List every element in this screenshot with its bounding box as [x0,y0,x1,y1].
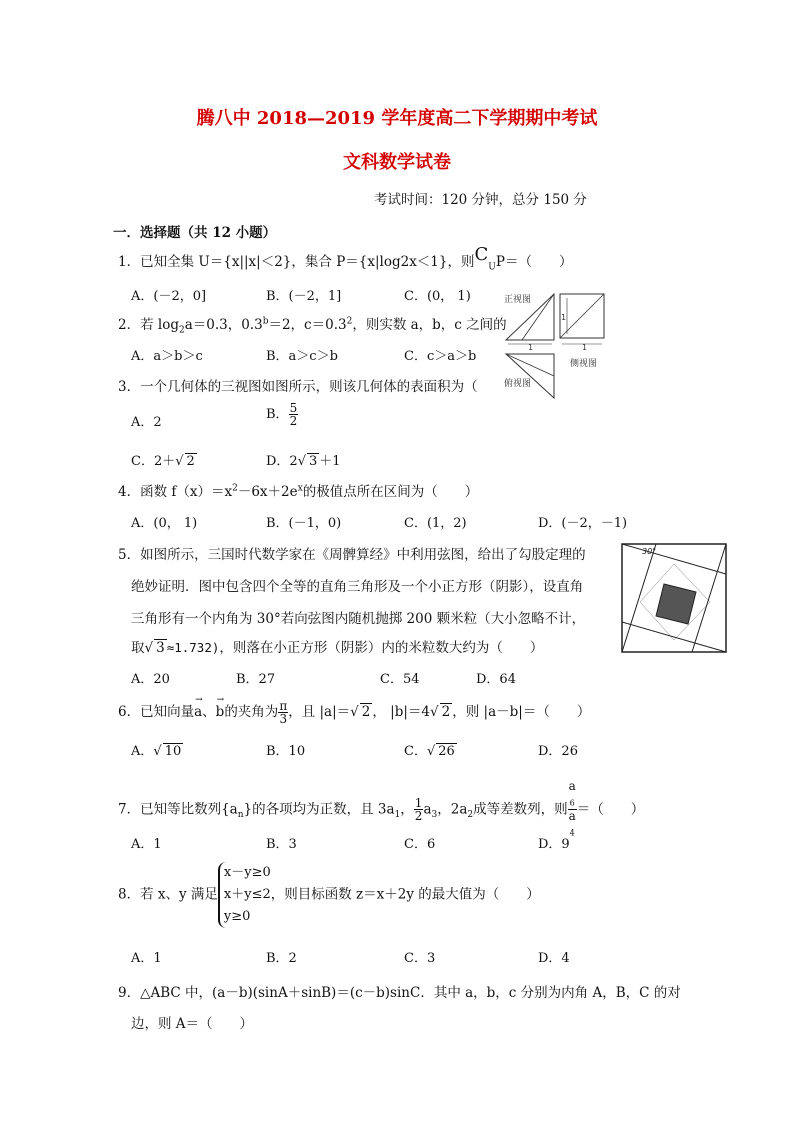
q4-option-a: A．(0， 1) [131,516,198,531]
three-view-figure [498,284,624,402]
q6-a-pre: A． [131,744,154,759]
q2-mid1: a＝0.3，0.3 [184,317,263,333]
q5-line-4: 取√ 3 ≈1.732)，则落在小正方形（阴影）内的米粒数大约为（ ） [131,640,544,656]
q4-mid: －6x＋2e [237,484,298,500]
q4-option-b: B．(－1，0) [266,516,342,531]
q8-option-a: A．1 [131,951,162,966]
q7-sub1: 1 [394,810,401,821]
side-height-label: 1 [561,313,567,322]
q3-option-c: C．2＋√ 2 [131,454,195,469]
top-view-label: 俯视图 [504,379,532,389]
q3-c-rad: 2 [186,454,195,469]
q7-sub2: 2 [467,810,474,821]
complement-subscript: U [488,262,496,273]
constraint-3: y≥0 [223,909,251,924]
q4-option-c: C．(1，2) [404,516,467,531]
q2-text-end: ，则实数 a，b，c 之间的 [352,317,507,333]
q7-option-a: A．1 [131,837,162,852]
q6-option-a: A．√ 10 [131,744,182,759]
q6-option-c: C．√ 26 [404,744,455,759]
constraint-1: x－y≥0 [223,865,271,880]
q3-d-pre: D．2 [266,454,298,469]
q6-option-d: D．26 [538,744,578,759]
q2-option-a: A．a＞b＞c [131,349,203,364]
q3-d-post: ＋1 [319,454,341,469]
front-view-label: 正视图 [504,295,532,305]
question-2 [118,313,507,336]
q3-b-den: 2 [289,414,298,428]
exam-info: 考试时间：120 分钟，总分 150 分 [374,192,587,208]
q5-option-b: B．27 [236,672,276,687]
angle-label: 30° [642,547,657,556]
side-dim-label: 1 [582,343,588,352]
question-6: 6．已知向量 → a、 → b的夹角为 $\frac{\pi}{3}$ ，且 |a|＝√ 2 ， |b|＝4√ 2 ，则 |a－b|＝（ ） [118,695,591,726]
q5-line-3: 三角形有一个内角为 30°若向弦图内随机抛掷 200 颗米粒（大小忽略不计， [131,611,586,627]
question-8 [118,862,540,928]
q3-option-b [266,402,298,427]
q5-option-d: D．64 [476,672,516,687]
q4-text-end: 的极值点所在区间为（ ） [302,484,479,500]
q7-ratio-den: a [568,809,576,824]
q6-frac-num: π [279,699,288,713]
q7-half-den: 2 [414,809,423,824]
q6-mid4: ， | [372,704,395,720]
q8-text: 8．若 x、y 满足 [118,886,218,903]
q1-text: 1．已知全集 U＝{x||x|＜2}，集合 P＝{x|log2x＜1}，则 [118,254,475,270]
q6-mid3: |＝ [332,704,351,720]
q7-ratio-num: a [568,779,576,793]
complement-symbol: C [474,244,489,265]
q5-option-a: A．20 [131,672,170,687]
q3-d-rad: 3 [309,454,318,469]
q7-text-end: ＝（ ） [576,801,645,818]
q7-sub3: 3 [431,810,438,821]
q8-option-c: C．3 [404,951,436,966]
q6-text-end: |＝（ ） [518,704,591,720]
section-heading: 一．选择题（共 12 小题） [113,225,277,241]
question-1 [118,244,573,273]
q5-l4-mid: ≈1.732) [166,640,220,655]
question-7 [118,780,644,840]
q7-option-b: B．3 [266,837,297,852]
q1-option-b: B．(－2，1] [266,289,342,304]
q7-half-num: 1 [414,796,423,811]
q5-l4-post: ，则落在小正方形（阴影）内的米粒数大约为（ ） [219,640,544,656]
q7-ratio-fraction [568,780,577,840]
side-view-label: 侧视图 [570,359,598,369]
q5-line-1: 5．如图所示，三国时代数学家在《周髀算经》中利用弦图，给出了勾股定理的 [118,547,586,563]
q2-text: 2．若 log [118,317,179,333]
q3-c-pre: C．2＋ [131,454,176,469]
constraint-2: x＋y≤2 [223,887,271,902]
q7-option-d: D．9 [538,837,570,852]
q6-mid2: ，且 | [288,704,325,720]
q2-sup1: b [262,316,269,327]
q7-ratio-num-sub: 6 [569,798,575,808]
q4-sup1: 2 [232,483,238,494]
q7-a3: a [423,801,432,818]
q7-mid4: 成等差数列，则 [473,801,568,818]
q7-mid2: ， [400,801,414,818]
q9-line-1: 9．△ABC 中，(a－b)(sinA＋sinB)＝(c－b)sinC．其中 a，b，c 分别为内角 A，B，C 的对 [118,985,681,1001]
q5-l4-pre: 取 [131,640,145,656]
q6-c-rad: 26 [438,744,455,759]
question-4 [118,480,478,500]
q2-option-c: C．c＞a＞b [404,349,477,364]
constraint-system [218,862,271,928]
front-dim-label: 1 [528,343,534,352]
vector-a-diff: a [488,704,497,720]
q3-b-label: B． [266,407,289,422]
q3-option-a: A．2 [131,415,162,430]
q9-line-2: 边，则 A＝（ ） [131,1016,254,1032]
q5-option-c: C．54 [380,672,420,687]
q8-option-d: D．4 [538,951,570,966]
q6-minus: － [496,704,510,720]
q2-option-b: B．a＞c＞b [266,349,338,364]
vector-a: a [194,704,203,720]
exam-subtitle: 文科数学试卷 [343,152,451,173]
q4-sup2: x [297,483,303,494]
q5-l4-rad: 3 [156,640,165,656]
q6-a-rad: 10 [164,744,182,759]
q1-text-end: P＝（ ） [495,254,573,270]
q7-ratio-den-sub: 4 [569,828,575,838]
q2-mid2: ＝2，c＝0.3 [268,317,347,333]
q2-sup2: 2 [346,316,353,327]
q3-option-d: D．2√ 3 ＋1 [266,454,341,469]
vector-b-diff: b [509,704,519,720]
q1-option-c: C．(0， 1) [404,289,471,304]
exam-title: 腾八中 2018—2019 学年度高二下学期期中考试 [196,108,598,129]
q2-sub: 2 [178,325,185,336]
q5-line-2: 绝妙证明．图中包含四个全等的直角三角形及一个小正方形（阴影），设直角 [131,579,584,595]
q7-half-fraction [414,797,424,822]
q3-b-fraction [289,402,299,427]
q8-option-b: B．2 [266,951,297,966]
q7-mid3: ，2a [437,801,468,818]
vector-b-norm: b [394,704,404,720]
q8-text-end: ，则目标函数 z＝x＋2y 的最大值为（ ） [270,886,540,903]
q7-text: 7．已知等比数列{a [118,801,238,818]
q6-rad-a: 2 [361,704,371,720]
q6-option-b: B．10 [266,744,306,759]
q6-sep: 、 [202,704,216,720]
q6-mid5: |＝4 [403,704,431,720]
q6-frac-den: 3 [279,712,288,726]
q6-c-pre: C． [404,744,427,759]
q7-sub-n: n [237,810,244,821]
q7-mid: }的各项均为正数，且 3a [243,801,395,818]
q6-text: 6．已知向量 [118,704,195,720]
vector-b: b [215,704,225,720]
q6-mid: 的夹角为 [224,704,279,720]
question-3: 3．一个几何体的三视图如图所示，则该几何体的表面积为（ [118,379,478,395]
q4-option-d: D．(－2，－1) [538,516,628,531]
q4-text: 4．函数 f（x）＝x [118,484,233,500]
q7-option-c: C．6 [404,837,436,852]
q1-option-a: A．(－2，0] [131,289,207,304]
q6-mid6: ，则 | [452,704,489,720]
string-diagram-figure [620,542,728,654]
q3-b-num: 5 [289,401,298,415]
q6-rad-b: 2 [441,704,451,720]
q6-angle-fraction [278,700,288,725]
vector-a-norm: a [324,704,333,720]
